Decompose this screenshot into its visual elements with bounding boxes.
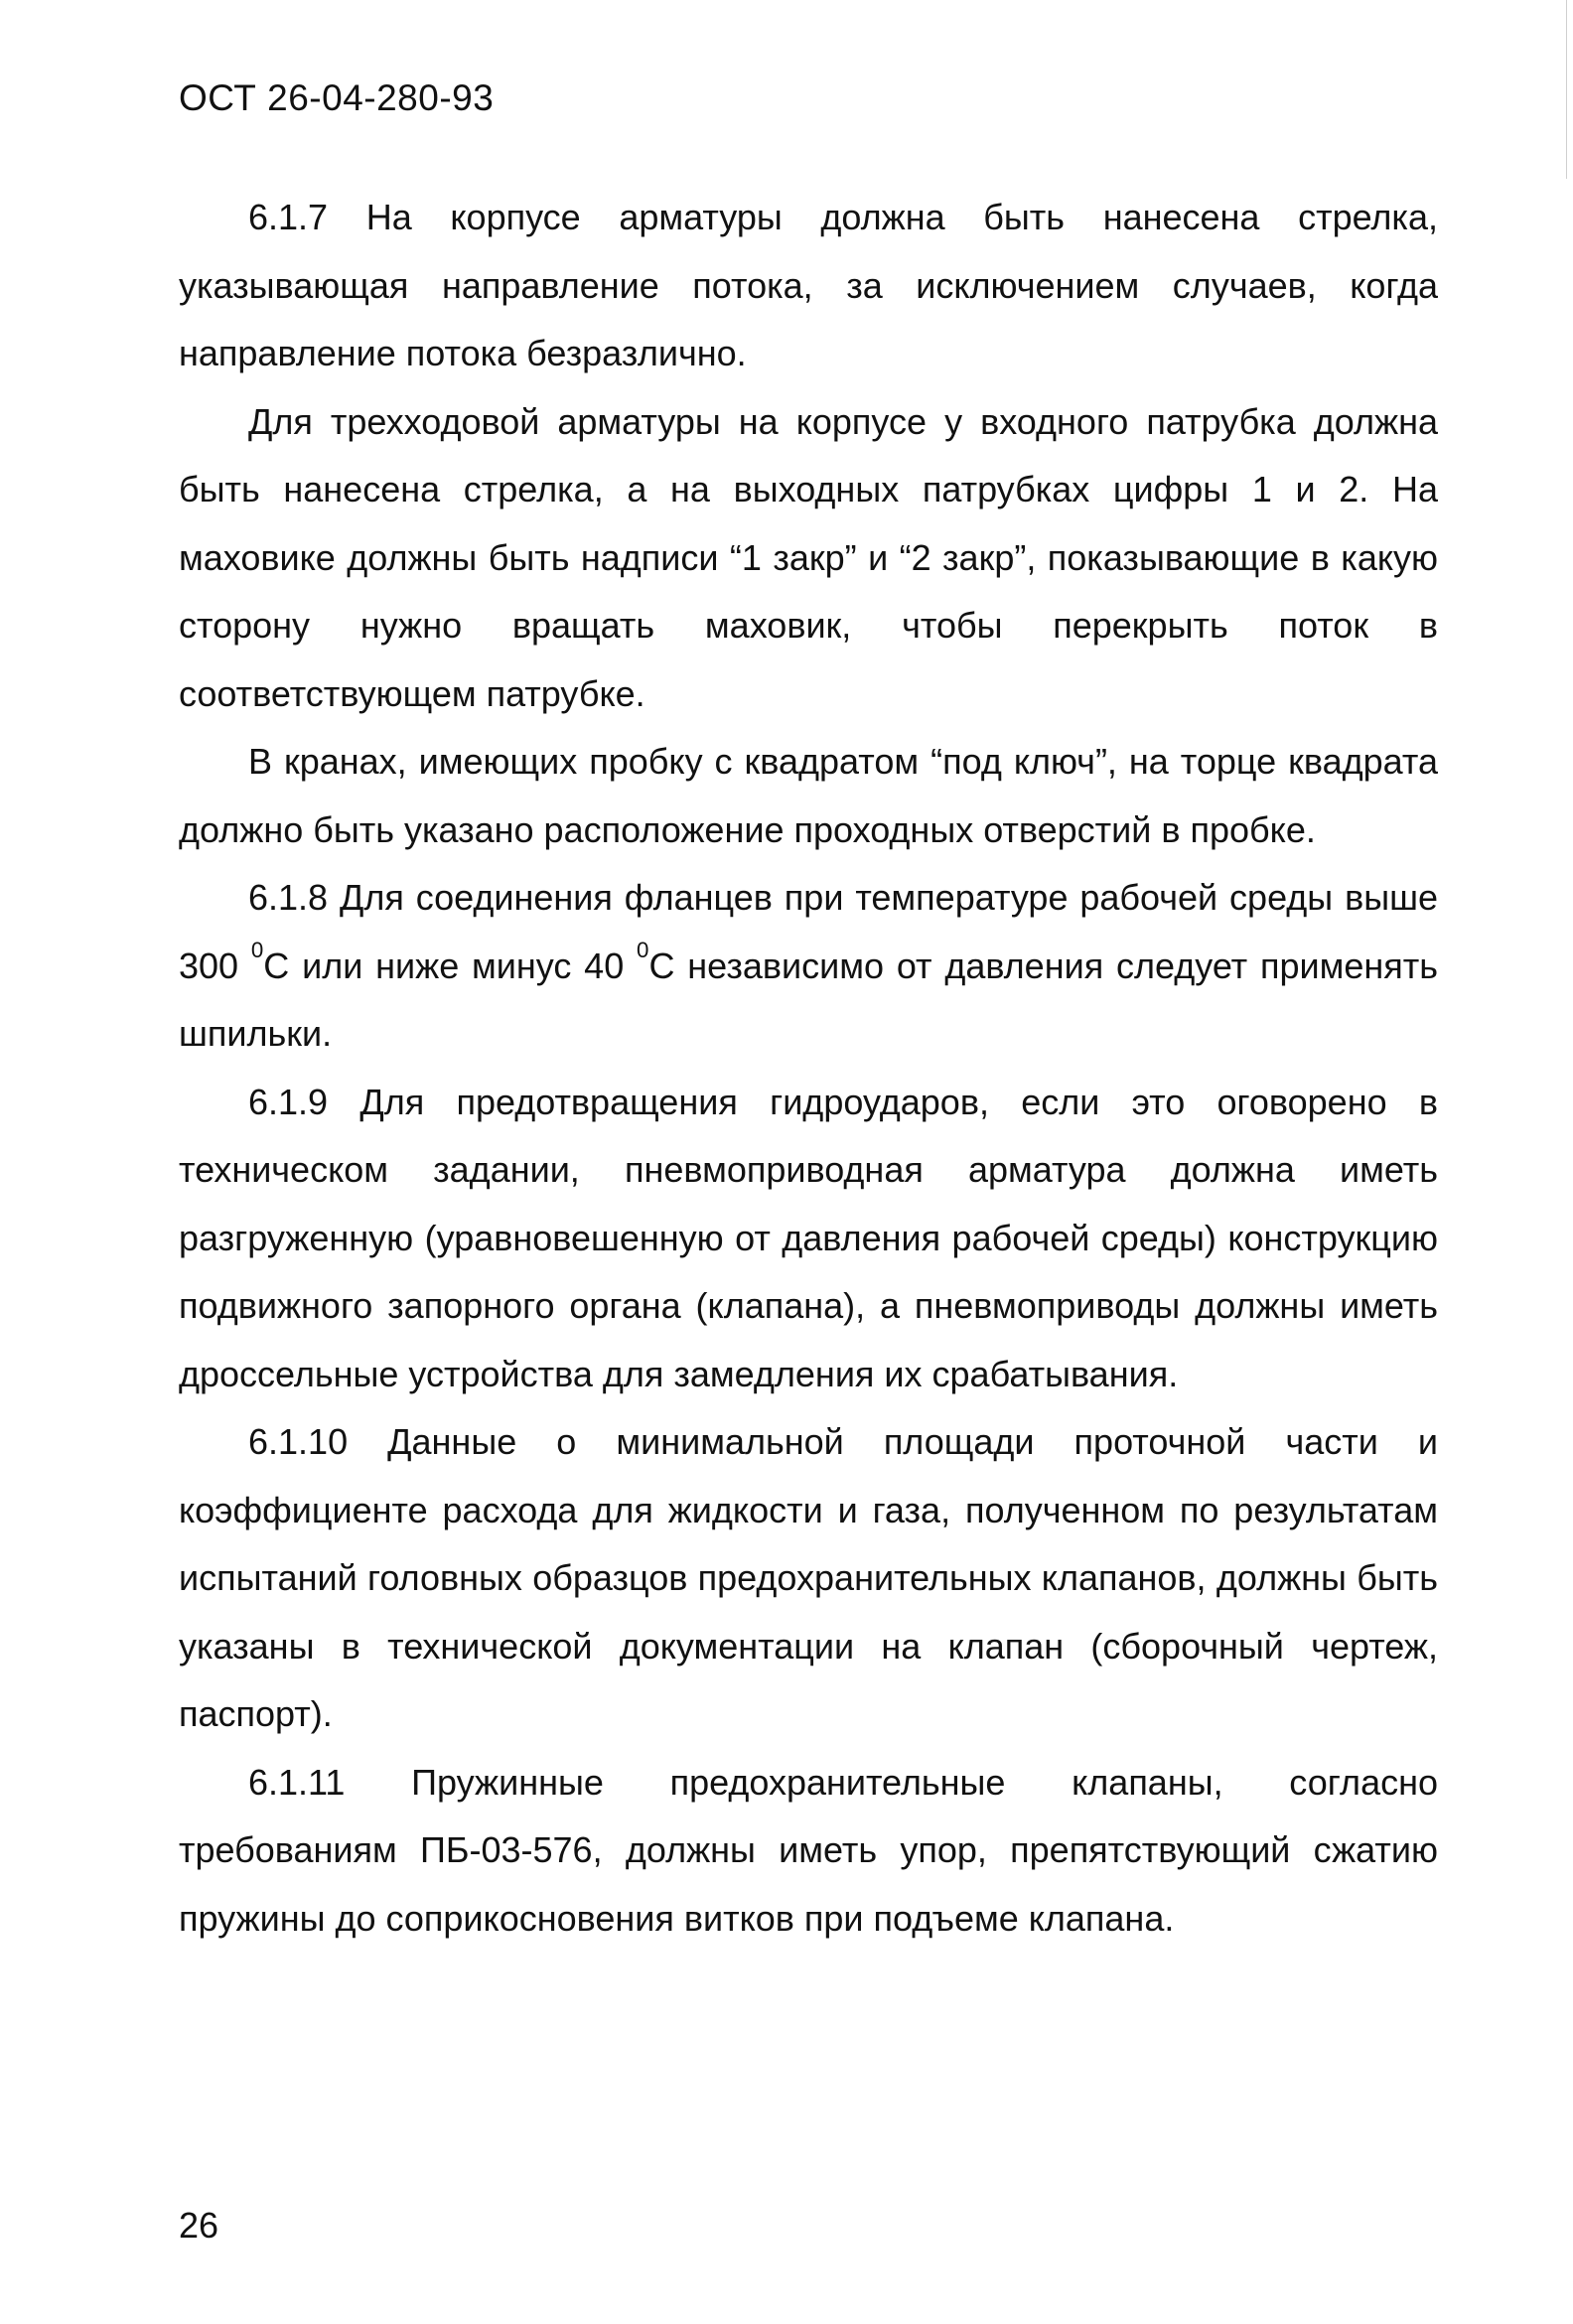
degree-superscript: 0 (637, 937, 649, 962)
document-body (179, 184, 1438, 1953)
paragraph-three-way-valve: Для трехходовой арматуры на корпусе у входного патрубка должна быть нанесена стрелка, а на выходных патрубках цифры 1 и 2. На маховике должны быть надписи “1 закр” и “2 закр”, показывающие в какую сторону нужно вращать маховик, чтобы перекрыть поток в соответствующем патрубке. (179, 400, 1438, 714)
scan-edge-mark (1566, 0, 1567, 179)
degree-superscript: 0 (250, 937, 264, 962)
page-number: 26 (179, 2205, 219, 2246)
document-code: ОСТ 26-04-280-93 (179, 77, 495, 118)
paragraph-6-1-9: 6.1.9 Для предотвращения гидроударов, если это оговорено в техническом задании, пневмоприводная арматура должна иметь разгруженную (уравновешенную от давления рабочей среды) конструкцию подвижного запорного органа (клапана), а пневмоприводы должны иметь дроссельные устройства для замедления их срабатывания. (179, 1081, 1438, 1394)
paragraph-6-1-8-part-3: С независимо от давления следует применять шпильки. (179, 944, 1438, 1054)
paragraph-6-1-11: 6.1.11 Пружинные предохранительные клапаны, согласно требованиям ПБ-03-576, должны иметь упор, препятствующий сжатию пружины до соприкосновения витков при подъеме клапана. (179, 1761, 1438, 1939)
paragraph-6-1-7: 6.1.7 На корпусе арматуры должна быть нанесена стрелка, указывающая направление потока, за исключением случаев, когда направление потока безразлично. (179, 197, 1438, 373)
paragraph-6-1-8 (179, 864, 1438, 1069)
paragraph-6-1-10: 6.1.10 Данные о минимальной площади проточной части и коэффициенте расхода для жидкости и газа, полученном по результатам испытаний головных образцов предохранительных клапанов, должны быть указаны в технической документации на клапан (сборочный чертеж, паспорт). (179, 1421, 1438, 1734)
paragraph-6-1-8-part-2: С или ниже минус 40 (263, 944, 638, 986)
paragraph-cock-plug: В кранах, имеющих пробку с квадратом “под ключ”, на торце квадрата должно быть указано расположение проходных отверстий в пробке. (179, 741, 1438, 850)
paragraph-6-1-8-part-1: 6.1.8 Для соединения фланцев при температуре рабочей среды выше 300 (179, 877, 1438, 986)
